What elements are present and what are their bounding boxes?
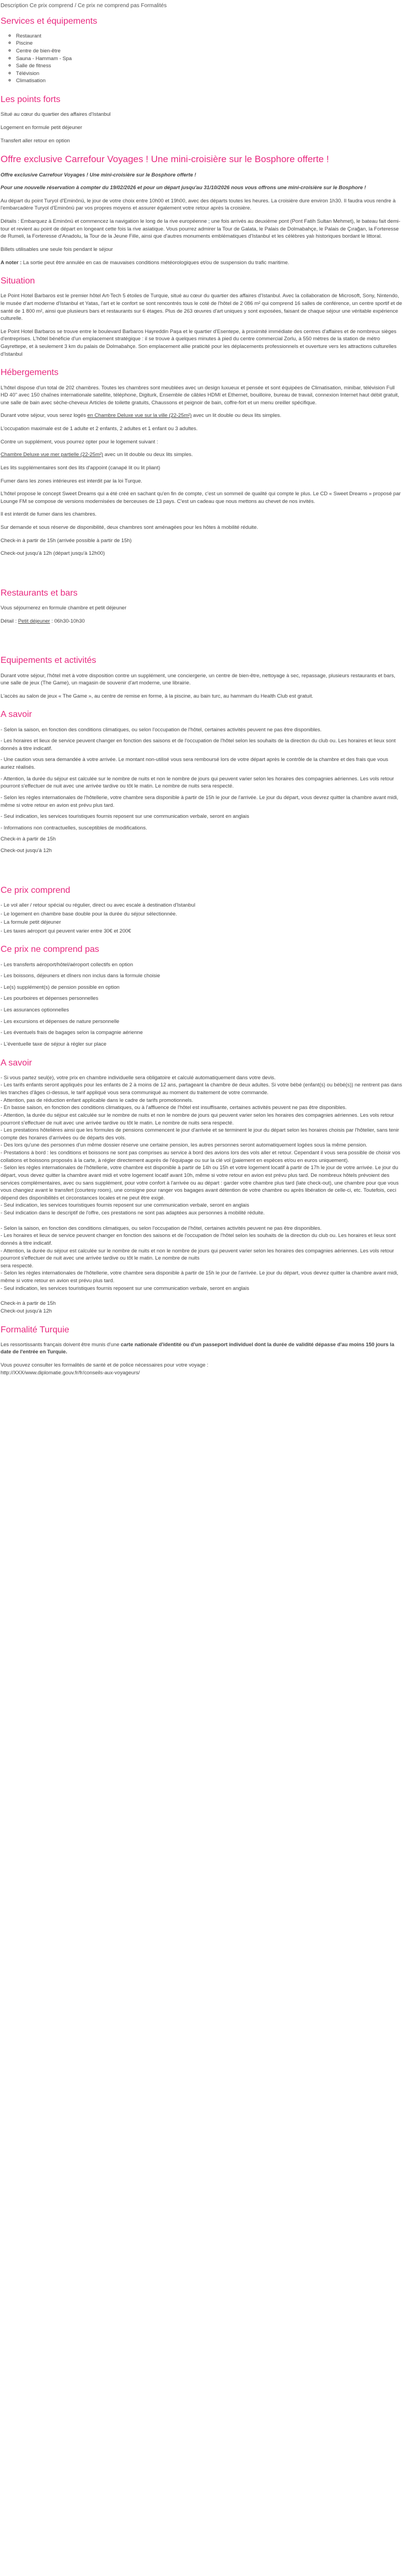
a-savoir-2-line: - Seul indication, les services touristiques fournis reposent sur une communication verbale, seront en anglais: [1, 1202, 249, 1208]
a-savoir-2-line: - Attention, pas de réduction enfant applicable dans le cadre de tarifs promotionnels.: [1, 1096, 194, 1103]
offre-note-label: A noter :: [1, 259, 22, 265]
points-forts-title: Les points forts: [1, 95, 61, 105]
a-savoir-item: - Une caution vous sera demandée à votre arrivée. Le montant non-utilisé vous sera remboursé lors de votre départ après le contrôle de la chambre et des frais que vous auriez réalisés.: [1, 756, 388, 770]
a-savoir-2-line: - Les prestations hôtelières ainsi que les formules de pensions commencent le jour d'arrivée et se terminent le jour du départ selon les horaires choisis par l'hôtelier, sans tenir compte des horaires d'arrivées ou de départs des vols.: [1, 1127, 399, 1140]
ce-prix-comprend-list: [1, 901, 403, 935]
hebergement-room-post: avec un lit double ou deux lits simples.: [191, 412, 282, 419]
room-type-deluxe-sea: Chambre Deluxe vue mer partielle (22-25m²): [1, 451, 104, 458]
a-savoir-2-line: - Les tarifs enfants seront appliqués pour les enfants de 2 à moins de 12 ans, partageant la chambre de deux adultes. Si votre bébé (enfant(s) ou bébé(s)) ne rentrent pas dans les tranches d'âges ci-dessus, le tarif appliqué vous sera communiqué au moment du traitement de votre commande.: [1, 1081, 403, 1096]
offre-note-text: La sortie peut être annulée en cas de mauvaises conditions météorologiques et/ou de suspension du trafic maritime.: [22, 259, 290, 265]
ne-comprend-pas-list: [1, 961, 403, 1048]
a-savoir-2-title: A savoir: [1, 1058, 32, 1068]
hebergement-paragraph: L'hôtel propose le concept Sweet Dreams qui a été créé en sachant qu'en fin de compte, c'est un sommeil de qualité qui compte le plus. Le CD « Sweet Dreams » proposé par Lounge FM se compose de versions modernisées de berceuses de 13 pays. C'est un cadeau que nous mettons au chevet de nos invités.: [1, 490, 401, 504]
a-savoir-2-line: - Prestations à bord : les conditions et boissons ne sont pas comprises au service à bord des avions lors des vols aller et retour. Cependant il vous sera possible de choisir vos collations et boissons proposés à la carte, à régler directement auprès de l'équipage ou sur la clé vol (paiement en espèces et/ou en euros uniquement).: [1, 1149, 400, 1163]
excluded-item: - Les transferts aéroport/hôtel/aéroport collectifs en option: [1, 961, 133, 967]
a-savoir-2-checkout: Check-out jusqu'à 12h: [1, 1307, 52, 1314]
excluded-item: - Les boissons, déjeuners et dîners non inclus dans la formule choisie: [1, 972, 160, 979]
breakfast-hours: : 06h30-10h30: [50, 617, 85, 624]
restaurants-detail: [1, 617, 403, 625]
points-forts-line: Transfert aller retour en option: [1, 137, 70, 143]
a-savoir-2-line: - Seul indication dans le descriptif de l'offre, ces prestations ne sont pas adaptées aux personnes à mobilité réduite.: [1, 1209, 265, 1216]
a-savoir-2-block: [1, 1074, 403, 1315]
formalite-consult: Vous pouvez consulter les formalités de santé et de police nécessaires pour votre voyage :: [1, 1361, 208, 1368]
formalite-pre: Les ressortissants français doivent être munis d'une: [1, 1341, 121, 1347]
excluded-item: - Les excursions et dépenses de nature personnelle: [1, 1017, 120, 1024]
hebergement-room-pre: Durant votre séjour, vous serez logés: [1, 412, 88, 419]
service-item: ◦ Climatisation: [16, 77, 403, 84]
points-forts-line: Logement en formule petit déjeuner: [1, 124, 83, 130]
a-savoir-2-line: - En basse saison, en fonction des conditions climatiques, ou à l'affluence de l'hôtel est insuffisante, certaines activités peuvent ne pas être disponibles.: [1, 1104, 347, 1111]
a-savoir-2-spacer: [1, 1217, 403, 1224]
a-savoir-2-checkin: Check-in à partir de 15h: [1, 1300, 56, 1306]
hebergement-checkout: Check-out jusqu'à 12h (départ jusqu'à 12h00): [1, 550, 105, 556]
a-savoir-item: - Attention, la durée du séjour est calculée sur le nombre de nuits et non le nombre de jours qui peuvent varier selon les horaires des compagnies aériennes. Les vols retour pourront s'effectuer de nuit avec une arrivée tardive ou tôt le matin. Le nombre de nuits sera respecté.: [1, 775, 394, 789]
offre-intro: Offre exclusive Carrefour Voyages ! Une mini-croisière sur le Bosphore offerte !: [1, 171, 196, 178]
service-item: ◦ Restaurant: [16, 32, 403, 40]
hebergement-room-supp: [1, 451, 403, 458]
offre-title: Offre exclusive Carrefour Voyages ! Une mini-croisière sur le Bosphore offerte !: [1, 154, 329, 165]
excluded-item: - Les assurances optionnelles: [1, 1006, 69, 1013]
hebergement-paragraph: Contre un supplément, vous pourrez opter pour le logement suivant :: [1, 438, 158, 444]
service-item: ◦ Sauna - Hammam - Spa: [16, 55, 403, 62]
equipements-paragraph: L'accès au salon de jeux « The Game », au centre de remise en forme, à la piscine, au bain turc, au hammam du Health Club est gratuit.: [1, 692, 314, 699]
situation-title: Situation: [1, 276, 35, 286]
restaurants-detail-label: Détail :: [1, 617, 18, 624]
points-forts-line: Situé au cœur du quartier des affaires d'Istanbul: [1, 111, 111, 117]
a-savoir-item: - Seul indication, les services touristiques fournis reposent sur une communication verbale, seront en anglais: [1, 813, 249, 820]
a-savoir-2-spacer: [1, 1292, 403, 1299]
hebergement-paragraph: Il est interdit de fumer dans les chambres.: [1, 511, 97, 517]
equipements-title: Equipements et activités: [1, 656, 97, 666]
offre-itinerary: Détails : Embarquez à Eminönü et commencez la navigation le long de la rive européenne ; une fois arrivés au deuxième pont (Pont Fatih Sultan Mehmet), le bateau fait demi-tour et revient au point de départ en longeant cette fois la rive asiatique. Vous pourrez admirer la Tour de Galata, le Palais de Dolmabahçe, le Palais de Çırağan, la Forteresse de Rumeli, la Forteresse d'Anadolu, la Tour de la Jeune Fille, ainsi que d'autres monuments emblématiques d'Istanbul et les célèbres yalı historiques bordant le littoral.: [1, 218, 400, 239]
offre-conditions: Pour une nouvelle réservation à compter du 19/02/2026 et pour un départ jusqu'au 31/10/2026 nous vous offrons une mini-croisière sur le Bosphore !: [1, 184, 366, 191]
a-savoir-item: - Selon la saison, en fonction des conditions climatiques, ou selon l'occupation de l'hôtel, certaines activités peuvent ne pas être disponibles.: [1, 726, 322, 732]
hebergement-paragraph: L'occupation maximale est de 1 adulte et 2 enfants, 2 adultes et 1 enfant ou 3 adultes.: [1, 425, 198, 432]
hebergement-paragraph: Sur demande et sous réserve de disponibilité, deux chambres sont aménagées pour les hôtes à mobilité réduite.: [1, 524, 258, 531]
service-item: ◦ Centre de bien-être: [16, 47, 403, 55]
services-title: Services et équipements: [1, 16, 98, 26]
a-savoir-2-line: - Si vous partez seul(e), votre prix en chambre individuelle sera obligatoire et calculé automatiquement dans votre devis.: [1, 1074, 276, 1080]
hebergement-paragraph: Fumer dans les zones intérieures est interdit par la loi Turque.: [1, 477, 142, 484]
a-savoir-item: - Les horaires et lieux de service peuvent changer en fonction des saisons et de l'occupation de l'hôtel selon les souhaits de la direction du club ou. Les horaires et lieux sont donnés à titre indicatif.: [1, 737, 396, 751]
excluded-item: - Le(s) supplément(s) de pension possible en option: [1, 983, 120, 990]
service-item: ◦ Télévision: [16, 69, 403, 77]
formalite-link[interactable]: http://XXX/www.diplomatie.gouv.fr/fr/conseils-aux-voyageurs/: [1, 1369, 140, 1375]
a-savoir-2-line: - Selon les règles internationales de l'hôtellerie, votre chambre sera disponible à partir de 15h le jour de l'arrivée. Le jour du départ, vous devrez quitter la chambre avant midi, même si votre retour en avion est prévu plus tard.: [1, 1270, 399, 1284]
hebergement-paragraph: L'hôtel dispose d'un total de 202 chambres. Toutes les chambres sont meublées avec un design luxueux et pensée et sont équipées de Climatisation, minibar, télévision Full HD 40'' avec 150 chaînes internationale satellite, téléphone, Digiturk, Ensemble de câbles HDMI et Ethernet, bouilloire, bureau de travail, connexion Internet haut débit gratuit, une salle de bain avec sèche-cheveux Articles de toilette gratuits, Chaussons et peignoir de bain, coffre-fort et un menu oreiller spécifique.: [1, 384, 399, 405]
hebergements-title: Hébergements: [1, 368, 58, 378]
a-savoir-2-line: - Seul indication, les services touristiques fournis reposent sur une communication verbale, seront en anglais: [1, 1284, 249, 1291]
situation-paragraph: Le Point Hotel Barbaros est le premier hôtel Art-Tech 5 étoiles de Turquie, situé au cœur du quartier des affaires d'Istanbul. Avec la collaboration de Microsoft, Sony, Nintendo, le musée d'art moderne d'Istanbul et Yatas, l'art et le confort se sont rencontrés tous le coté de l'hôtel de 2 086 m² qui comprend 16 salles de conférence, un centre sportif et de santé de 1 800 m², ainsi que plusieurs bars et restaurants sur 6 étages. Plus de 263 œuvres d'art uniques y sont exposées, faisant de chaque séjour une véritable expérience culturelle.: [1, 292, 403, 322]
a-savoir-item: - Informations non contractuelles, susceptibles de modifications.: [1, 824, 147, 831]
a-savoir-2-line: - Attention, la durée du séjour est calculée sur le nombre de nuits et non le nombre de jours qui peuvent varier selon les horaires des compagnies aériennes. Les vols retour pourront s'effectuer de nuit avec une arrivée tardive ou tôt le matin. Le nombre de nuits sera respecté.: [1, 1111, 394, 1126]
services-list: [1, 32, 403, 84]
excluded-item: - L'éventuelle taxe de séjour à régler sur place: [1, 1040, 107, 1047]
restaurants-title: Restaurants et bars: [1, 588, 78, 598]
room-type-deluxe-city: en Chambre Deluxe vue sur la ville (22-25m²): [87, 412, 192, 419]
included-item: - Le vol aller / retour spécial ou régulier, direct ou avec escale à destination d'Istanbul: [1, 901, 196, 908]
a-savoir-2-line: - Attention, la durée du séjour est calculée sur le nombre de nuits et non le nombre de jours qui peuvent varier selon les horaires des compagnies aériennes. Les vols retour pourront s'effectuer de nuit avec une arrivée tardive ou tôt le matin. Le nombre de nuits: [1, 1247, 394, 1261]
a-savoir-item: Check-in à partir de 15h: [1, 836, 56, 842]
a-savoir-2-line: - Des lors qu'une des personnes d'un même dossier réserve une certaine pension, les autres personnes seront automatiquement logées sous la même pension.: [1, 1142, 367, 1148]
included-item: - Le logement en chambre base double pour la durée du séjour sélectionnée.: [1, 910, 178, 917]
excluded-item: - Les éventuels frais de bagages selon la compagnie aérienne: [1, 1029, 143, 1036]
a-savoir-item: - Selon les règles internationales de l'hôtellerie, votre chambre sera disponible à partir de 15h le jour de l'arrivée. Le jour du départ, vous devrez quitter la chambre avant midi, même si votre retour en avion est prévu plus tard.: [1, 794, 399, 808]
a-savoir-2-line: - Les horaires et lieux de service peuvent changer en fonction des saisons et de l'occupation de l'hôtel selon les souhaits de la direction du club ou. Les horaires et lieux sont donnés à titre indicatif.: [1, 1232, 396, 1246]
equipements-paragraph: Durant votre séjour, l'hôtel met à votre disposition contre un supplément, une conciergerie, un centre de bien-être, nettoyage à sec, repassage, plusieurs restaurants et bars, une salle de jeux (The Game), un magasin de souvenir d'art moderne, une librairie.: [1, 672, 395, 686]
ne-comprend-pas-title: Ce prix ne comprend pas: [1, 945, 99, 955]
included-item: - La formule petit déjeuner: [1, 919, 61, 925]
hebergement-paragraph: Les lits supplémentaires sont des lits d'appoint (canapé lit ou lit pliant): [1, 464, 160, 470]
hebergement-room: [1, 411, 403, 419]
restaurants-paragraph: Vous séjournerez en formule chambre et petit déjeuner: [1, 604, 127, 611]
situation-paragraph: Le Point Hotel Barbaros se trouve entre le boulevard Barbaros Hayreddin Paşa et le quartier d'Esentepe, à proximité immédiate des centres d'affaires et de nombreux sièges d'entreprises. L'hôtel bénéficie d'un emplacement stratégique : il se trouve à quelques minutes à pied du centre commercial Zorlu, à 550 mètres de la station de métro Gayrettepe, et à seulement 3 km du palais de Dolmabahçe. Son emplacement allie praticité pour les déplacements professionnels et ouverture vers les attractions culturelles d'Istanbul: [1, 328, 397, 357]
hebergement-checkin: Check-in à partir de 15h (arrivée possible à partir de 15h): [1, 537, 132, 543]
formalite-paragraph: [1, 1341, 403, 1356]
breadcrumb: Description Ce prix comprend / Ce prix ne comprend pas Formalités: [1, 3, 167, 9]
offre-details: Au départ du point Turyol d'Eminönü, le jour de votre choix entre 10h00 et 19h00, avec des départs toutes les heures. La croisière dure environ 1h30. Il faudra vous rendre à l'embarcadère Turyol d'Eminönü par vos propres moyens et assurer également votre retour après la croisière.: [1, 197, 396, 211]
formalite-bold: carte nationale d'identité ou d'un passeport individuel dont la durée de validité dépasse d'au moins 150 jours la date de l'entrée en Turquie.: [1, 1341, 394, 1355]
service-item: ◦ Salle de fitness: [16, 62, 403, 69]
included-item: - Les taxes aéroport qui peuvent varier entre 30€ et 200€: [1, 927, 131, 934]
hebergement-room-supp-post: avec un lit double ou deux lits simples.: [103, 451, 193, 458]
ce-prix-comprend-title: Ce prix comprend: [1, 885, 71, 895]
a-savoir-2-line: - Selon les règles internationales de l'hôtellerie, votre chambre est disponible à partir de 14h ou 15h et votre logement locatif à partir de 17h le jour de votre arrivée. Le jour du départ, vous devez quitter la chambre avant midi et votre logement locatif avant 10h, même si votre retour en avion est prévu plus tard. De nombreux hôtels prévoient des services complémentaires, avec ou sans supplément, pour votre confort à l'arrivée ou au départ : garder votre chambre plus tard (late check-out), une chambre pour que vous vous changiez avant le transfert (courtesy room), une consigne pour ranger vos bagages avant détention de votre chambre ou après libération de celle-ci, etc. Toutefois, ceci dépend des disponibilités et circonstances locales et ne peut être exigé.: [1, 1164, 399, 1201]
offre-tickets: Billets utilisables une seule fois pendant le séjour: [1, 245, 113, 252]
offre-note: [1, 259, 403, 266]
breakfast-label: Petit déjeuner: [18, 617, 50, 624]
a-savoir-2-line: - Selon la saison, en fonction des conditions climatiques, ou selon l'occupation de l'hôtel, certaines activités peuvent ne pas être disponibles.: [1, 1224, 322, 1231]
formalite-title: Formalité Turquie: [1, 1325, 69, 1335]
excluded-item: - Les pourboires et dépenses personnelles: [1, 995, 99, 1002]
service-item: ◦ Piscine: [16, 39, 403, 47]
a-savoir-list: [1, 726, 403, 854]
a-savoir-title: A savoir: [1, 710, 32, 720]
a-savoir-item: Check-out jusqu'à 12h: [1, 847, 52, 854]
a-savoir-2-line: sera respecté.: [1, 1262, 34, 1268]
